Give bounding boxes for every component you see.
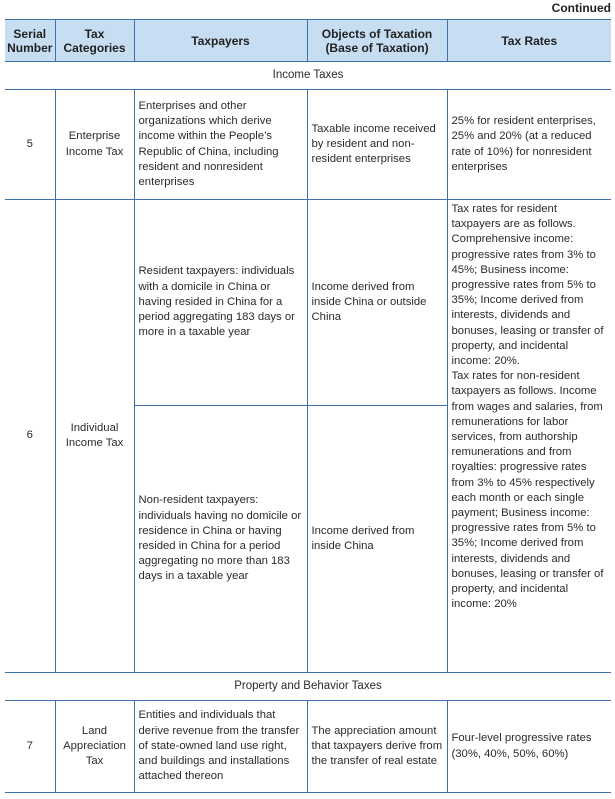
section-title-income-taxes: Income Taxes [5,62,611,90]
serial-number: 7 [5,701,55,793]
table-row [5,701,611,793]
tax-rates-resident: Tax rates for resident taxpayers are as follows. Comprehensive income: progressive rates from 3% to 45%; Business income: progressive rates from 5% to 35%; Income derived from interests, dividends and bonuses, leasing or transfer of property, and incidental income: 20%. [451,203,604,368]
objects-of-taxation: The appreciation amount that taxpayers derive from the transfer of real estate [307,701,447,793]
header-row [5,20,611,62]
tax-category: Individual Income Tax [55,200,134,673]
tax-category: Enterprise Income Tax [55,90,134,200]
continued-label: Continued [551,1,611,15]
objects-of-taxation: Taxable income received by resident and non-resident enterprises [307,90,447,200]
header-taxpayers: Taxpayers [134,20,307,62]
header-objects-of-taxation: Objects of Taxation (Base of Taxation) [307,20,447,62]
header-tax-rates: Tax Rates [447,20,611,62]
taxpayers: Enterprises and other organizations which derive income within the People’s Republic of China, including resident and nonresident enterprises [134,90,307,200]
section-row [5,62,611,90]
section-title-property-behavior-taxes: Property and Behavior Taxes [5,673,611,701]
tax-rates-nonresident: Tax rates for non-resident taxpayers as follows. Income from wages and salaries, from remunerations for labor services, from authorship remunerations and from royalties: progressive rates from 3% to 45% respectively each month or each single payment; Business income: progressive rates from 5% to 35%; Income derived from interests, dividends and bonuses, leasing or transfer of property, and incidental income: 20% [451,370,604,611]
tax-category: Land Appreciation Tax [55,701,134,793]
section-row [5,673,611,701]
tax-table [5,19,611,793]
header-serial-number: Serial Number [5,20,55,62]
tax-rates: Four-level progressive rates (30%, 40%, 50%, 60%) [447,701,611,793]
table-row [5,90,611,200]
taxpayers-resident: Resident taxpayers: individuals with a domicile in China or having resided in China for a period aggregating 183 days or more in a taxable year [134,200,307,406]
serial-number: 5 [5,90,55,200]
header-tax-categories: Tax Categories [55,20,134,62]
objects-of-taxation-nonresident: Income derived from inside China [307,406,447,673]
serial-number: 6 [5,200,55,673]
table-row [5,200,611,406]
taxpayers-nonresident: Non-resident taxpayers: individuals having no domicile or residence in China or having resided in China for a period aggregating no more than 183 days in a taxable year [134,406,307,673]
taxpayers: Entities and individuals that derive revenue from the transfer of state-owned land use right, and buildings and installations attached thereon [134,701,307,793]
tax-rates: 25% for resident enterprises, 25% and 20% (at a reduced rate of 10%) for nonresident enterprises [447,90,611,200]
tax-rates [447,200,611,673]
objects-of-taxation-resident: Income derived from inside China or outside China [307,200,447,406]
